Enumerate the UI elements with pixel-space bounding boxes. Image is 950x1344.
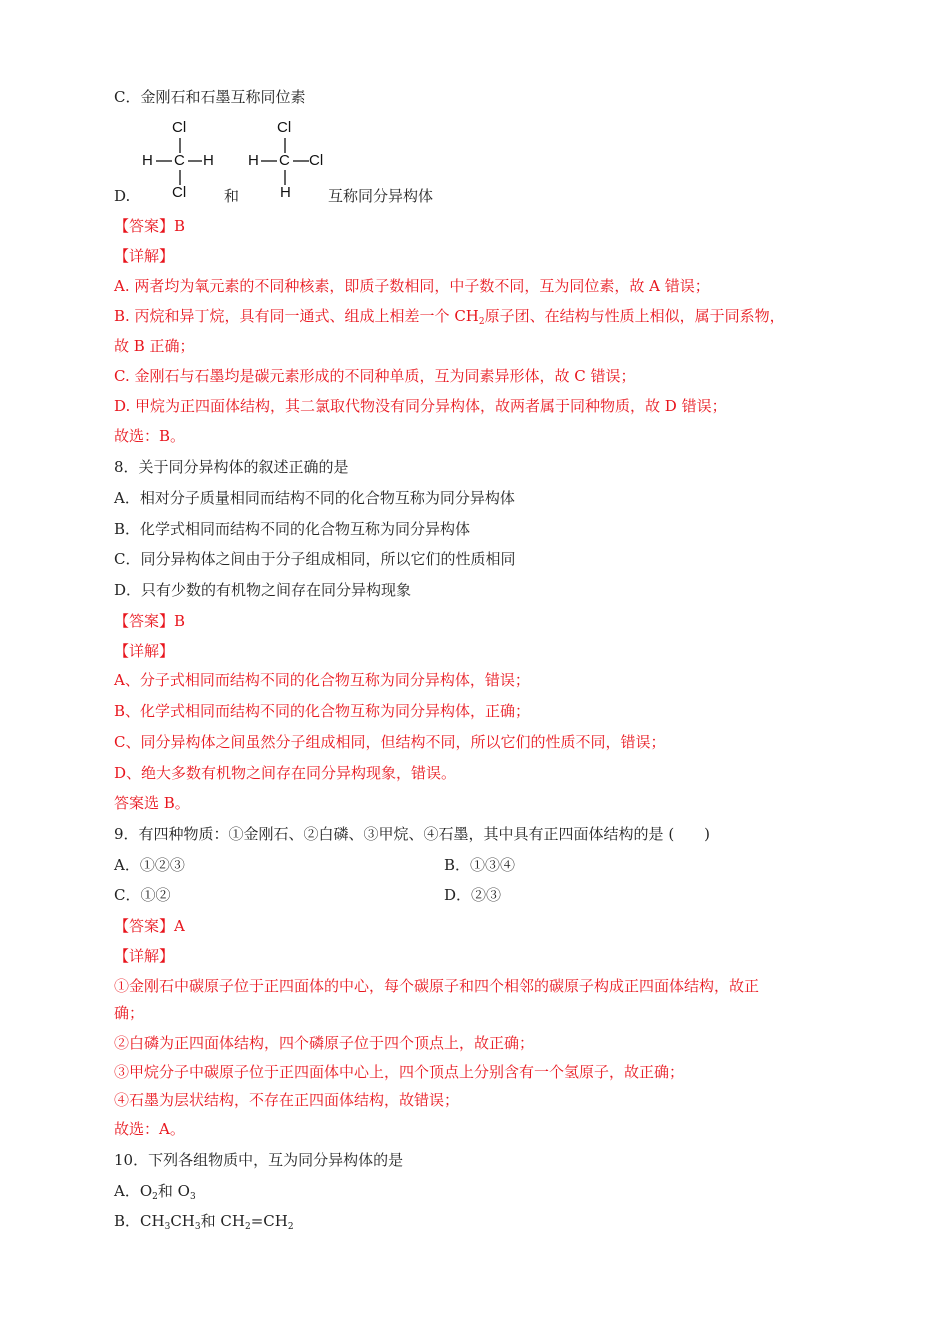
chemical-bonds-diagram: [0, 0, 950, 220]
q9-conclusion: 故选：A。: [114, 1120, 185, 1138]
option-d-and: 和: [224, 187, 240, 205]
subscript: 3: [189, 1192, 196, 1202]
mol2-center-atom: C: [279, 152, 290, 169]
mol1-top-atom: Cl: [172, 119, 187, 136]
q9-explanation-1-cont: 确；: [114, 1004, 145, 1022]
text: 和 O: [157, 1182, 190, 1200]
q8-option-a: A．相对分子质量相同而结构不同的化合物互称为同分异构体: [114, 489, 515, 507]
q9-option-b: B．①③④: [444, 856, 516, 874]
q10-question: 10．下列各组物质中，互为同分异构体的是: [114, 1151, 404, 1169]
text: 和 CH: [200, 1212, 245, 1230]
text: CH: [170, 1212, 195, 1230]
q9-answer: 【答案】A: [114, 917, 185, 935]
mol1-right-atom: H: [203, 152, 214, 169]
option-d-label: D.: [114, 187, 131, 205]
subscript: 3: [164, 1222, 171, 1232]
q9-option-a: A．①②③: [114, 856, 185, 874]
text: =CH: [250, 1212, 288, 1230]
text: B．CH: [114, 1212, 165, 1230]
q9-explanation-2: ②白磷为正四面体结构，四个磷原子位于四个顶点上，故正确；: [114, 1034, 535, 1052]
exp-b-text: B. 丙烷和异丁烷，具有同一通式、组成上相差一个 CH: [114, 307, 479, 325]
q10-option-b: [114, 1211, 294, 1231]
q7-explanation-b: [114, 306, 785, 326]
text: A．O: [114, 1182, 153, 1200]
q8-option-d: D．只有少数的有机物之间存在同分异构现象: [114, 581, 412, 599]
option-d-text: 互称同分异构体: [328, 187, 434, 205]
q8-question: 8．关于同分异构体的叙述正确的是: [114, 458, 349, 476]
q8-option-c: C．同分异构体之间由于分子组成相同，所以它们的性质相同: [114, 550, 516, 568]
q7-detail-label: 【详解】: [114, 247, 175, 265]
q7-conclusion: 故选：B。: [114, 427, 186, 445]
q8-explanation-d: D、绝大多数有机物之间存在同分异构现象，错误。: [114, 764, 457, 782]
mol2-bottom-atom: H: [280, 184, 291, 201]
q10-option-a: [114, 1181, 196, 1201]
mol2-right-atom: Cl: [309, 152, 324, 169]
q9-detail-label: 【详解】: [114, 947, 175, 965]
q8-detail-label: 【详解】: [114, 642, 175, 660]
mol2-top-atom: Cl: [277, 119, 292, 136]
q8-explanation-c: C、同分异构体之间虽然分子组成相同，但结构不同，所以它们的性质不同，错误；: [114, 733, 666, 751]
q9-explanation-4: ④石墨为层状结构，不存在正四面体结构，故错误；: [114, 1091, 460, 1109]
mol1-bottom-atom: Cl: [172, 184, 187, 201]
exp-b-subscript: 2: [478, 317, 485, 327]
q9-question: 9．有四种物质：①金刚石、②白磷、③甲烷、④石墨，其中具有正四面体结构的是 ( ): [114, 825, 711, 843]
q7-explanation-a: A. 两者均为氧元素的不同种核素，即质子数相同，中子数不同，互为同位素，故 A 错误；: [114, 277, 710, 295]
q8-conclusion: 答案选 B。: [114, 794, 190, 812]
q9-explanation-3: ③甲烷分子中碳原子位于正四面体中心上，四个顶点上分别含有一个氢原子，故正确；: [114, 1063, 685, 1081]
q9-option-c: C．①②: [114, 886, 171, 904]
subscript: 3: [194, 1222, 201, 1232]
exp-b-text-rest: 原子团、在结构与性质上相似，属于同系物，: [484, 307, 785, 325]
q7-explanation-d: D. 甲烷为正四面体结构，其二氯取代物没有同分异构体，故两者属于同种物质，故 D 错误；: [114, 397, 727, 415]
subscript: 2: [287, 1222, 294, 1232]
mol1-left-atom: H: [142, 152, 153, 169]
q7-option-c: C．金刚石和石墨互称同位素: [114, 88, 306, 106]
q9-option-d: D．②③: [444, 886, 502, 904]
q7-answer: 【答案】B: [114, 217, 186, 235]
q9-explanation-1: ①金刚石中碳原子位于正四面体的中心，每个碳原子和四个相邻的碳原子构成正四面体结构，故正: [114, 977, 760, 995]
mol1-center-atom: C: [174, 152, 185, 169]
subscript: 2: [152, 1192, 158, 1202]
q8-explanation-b: B、化学式相同而结构不同的化合物互称为同分异构体，正确；: [114, 702, 531, 720]
q8-answer: 【答案】B: [114, 612, 186, 630]
q8-explanation-a: A、分子式相同而结构不同的化合物互称为同分异构体，错误；: [114, 671, 530, 689]
mol2-left-atom: H: [248, 152, 259, 169]
q8-option-b: B．化学式相同而结构不同的化合物互称为同分异构体: [114, 520, 471, 538]
q7-explanation-b-cont: 故 B 正确；: [114, 337, 195, 355]
q7-explanation-c: C. 金刚石与石墨均是碳元素形成的不同种单质，互为同素异形体，故 C 错误；: [114, 367, 636, 385]
subscript: 2: [244, 1222, 251, 1232]
